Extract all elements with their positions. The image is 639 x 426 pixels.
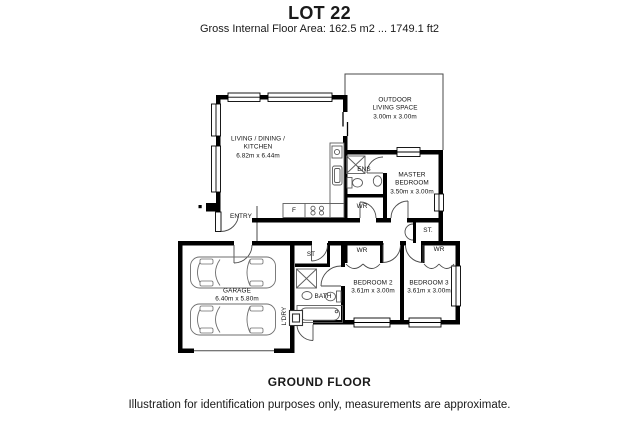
room-label-ens: ENS [357, 165, 371, 173]
room-label-laundry: L'DRY [280, 306, 288, 326]
room-label-bedroom2: BEDROOM 2 3.61m x 3.00m [351, 279, 395, 295]
room-label-wr-bedroom2: WR [356, 246, 368, 254]
room-label-master: MASTER BEDROOM 3.50m x 3.00m [390, 171, 434, 196]
washer-icon [290, 311, 303, 326]
floor-area-subtitle: Gross Internal Floor Area: 162.5 m2 ... 1749.1 ft2 [199, 23, 440, 35]
car-icon [191, 257, 276, 288]
room-label-outdoor: OUTDOOR LIVING SPACE 3.00m x 3.00m [372, 96, 418, 121]
room-label-bath: BATH [314, 292, 332, 300]
room-label-garage: GARAGE 6.40m x 5.80m [215, 287, 259, 303]
laundry-door-arc [297, 325, 313, 341]
room-label-entry: ENTRY [229, 212, 253, 220]
disclaimer-text: Illustration for identification purposes only, measurements are approximate. [128, 399, 511, 411]
room-label-st-upper: ST. [423, 226, 433, 234]
hall-closet-doors [405, 224, 413, 240]
room-label-bedroom3: BEDROOM 3 3.61m x 3.00m [407, 279, 451, 295]
room-label-wr-bedroom3: WR [433, 245, 445, 253]
window [409, 318, 441, 327]
bath-shower-icon [297, 269, 317, 288]
window [228, 93, 260, 102]
window [397, 148, 420, 157]
bedroom3-door-arc [406, 245, 424, 263]
room-label-st: ST [306, 250, 316, 258]
window [435, 194, 444, 211]
ens-toilet-icon [347, 178, 363, 189]
master-door-arc [391, 201, 408, 218]
room-label-living: LIVING / DINING / KITCHEN 6.82m x 6.44m [231, 135, 285, 160]
bath-sink-icon [302, 292, 312, 300]
room-label-wr-master: WR [356, 202, 368, 210]
floor-name: GROUND FLOOR [267, 375, 372, 389]
sliding-door-icon [341, 112, 351, 136]
window [212, 146, 221, 192]
bedroom2-door-arc [383, 245, 401, 263]
bathtub-icon [297, 306, 343, 323]
window [354, 318, 390, 327]
window [268, 93, 332, 102]
bath-door-arc [321, 266, 341, 286]
ens-sink-icon [373, 176, 381, 186]
wr2-bifold-doors [346, 264, 380, 269]
wr3-bifold-doors [424, 264, 454, 269]
fridge-label: F [291, 206, 297, 214]
car-icon [191, 304, 276, 335]
window [212, 104, 221, 136]
page-title: LOT 22 [288, 3, 351, 23]
